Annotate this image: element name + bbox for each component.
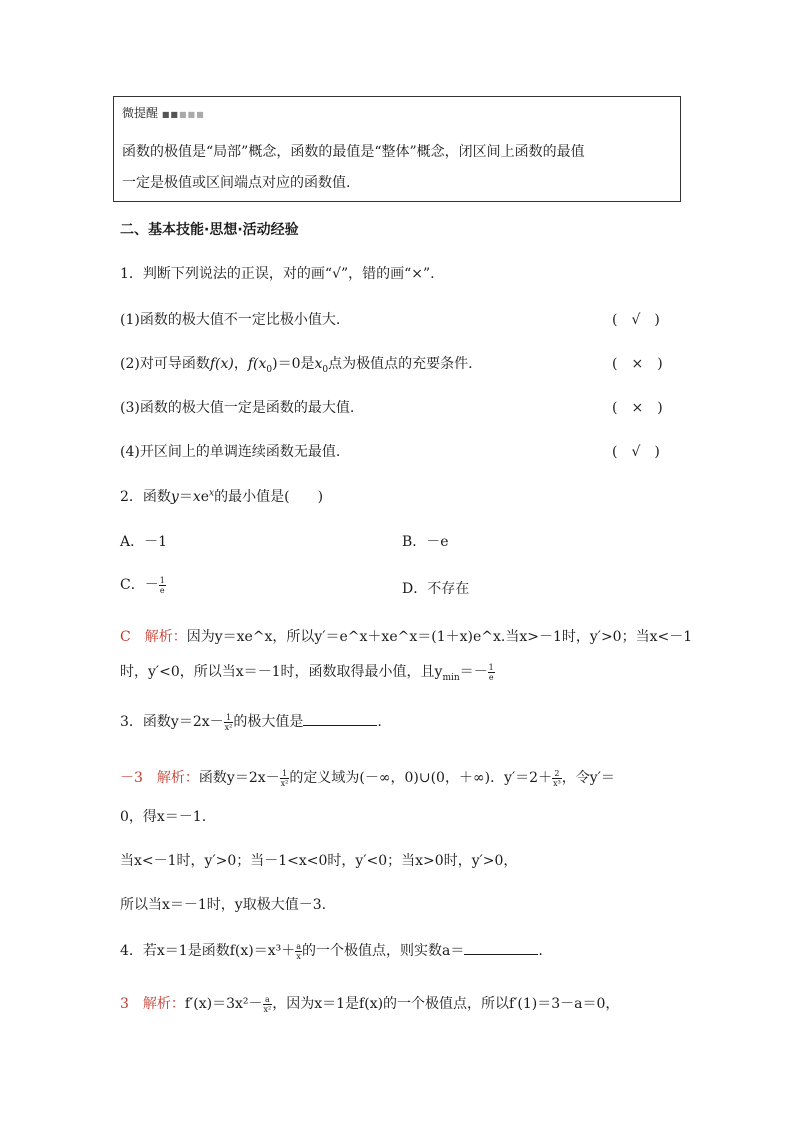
q3-analysis-line-2: 0，得x＝－1. (120, 809, 207, 825)
q2-option-b: B．－e (402, 534, 449, 550)
tip-title (122, 104, 205, 121)
q1-item-2: (2)对可导函数f(x)，$f(x_0)=0$是$x_0$点为极值点的充要条件. (120, 356, 473, 375)
q1-item-4: (4)开区间上的单调连续函数无最值. (120, 444, 341, 460)
tip-line-2: 一定是极值或区间端点对应的函数值. (122, 175, 351, 191)
tip-line-1: 函数的极值是“局部”概念，函数的最值是“整体”概念，闭区间上函数的最值 (122, 144, 585, 160)
tip-title-text: 微提醒 (122, 106, 159, 120)
q4-answer: 3 (120, 996, 129, 1012)
q1-item-2-answer: ( × ) (612, 356, 663, 372)
tip-dots-icon: ■■■■■ (161, 110, 205, 119)
q1-item-3: (3)函数的极大值一定是函数的最大值. (120, 400, 355, 416)
q3-analysis-line-1: －3 解析：函数y＝2x－ $\frac{1}{\text{x²}}$ 的定义域为(－∞，0)∪(0，＋∞)．y′＝2＋ $\frac{2}{\text{x³}}$ ，令y′＝ (120, 768, 615, 788)
q1-item-3-answer: ( × ) (612, 400, 663, 416)
q1-stem: 1．判断下列说法的正误，对的画“√”，错的画“×”. (120, 266, 435, 282)
q2-analysis-line-1: C 解析：因为y＝xe^x，所以y′＝e^x＋xe^x＝(1＋x)e^x.当x>－1时，y′>0；当x<－1 (120, 629, 693, 645)
q4-stem: 4．若x＝1是函数f(x)＝x³＋ $\frac{a}{x}$ 的一个极值点，则实数a＝ . (120, 941, 543, 961)
q2-analysis-line-2: 时，y′<0，所以当x＝－1时，函数取得最小值，且$y_{min}=-$ $\frac{1}{e}$ (120, 662, 494, 683)
q3-stem: 3．函数y＝2x－ $\frac{1}{\text{x²}}$ 的极大值是 . (120, 712, 382, 732)
q1-item-1-answer: ( √ ) (612, 312, 660, 328)
q1-item-4-answer: ( √ ) (612, 444, 660, 460)
q4-answer-blank (464, 940, 538, 955)
q3-analysis-line-4: 所以当x＝－1时，y取极大值－3. (120, 897, 327, 913)
section-heading: 二、基本技能·思想·活动经验 (120, 222, 299, 238)
q2-answer: C (120, 629, 131, 645)
q1-item-1: (1)函数的极大值不一定比极小值大. (120, 312, 341, 328)
q3-analysis-line-3: 当x<－1时，y′>0；当－1<x<0时，y′<0；当x>0时，y′>0， (120, 853, 518, 869)
q4-analysis-line-1: 3 解析：f′(x)＝3x²－ $\frac{a}{\text{x²}}$ ，因为x＝1是f(x)的一个极值点，所以f′(1)＝3－a＝0， (120, 994, 620, 1014)
q2-stem: 2．函数$y=xe^x$的最小值是( ) (120, 488, 324, 505)
q3-answer: －3 (120, 770, 143, 786)
q2-option-d: D．不存在 (402, 581, 470, 597)
q3-answer-blank (303, 711, 377, 726)
q2-option-a: A．－1 (120, 534, 168, 550)
q2-option-c: C．－ $\frac{1}{e}$ (120, 575, 165, 595)
